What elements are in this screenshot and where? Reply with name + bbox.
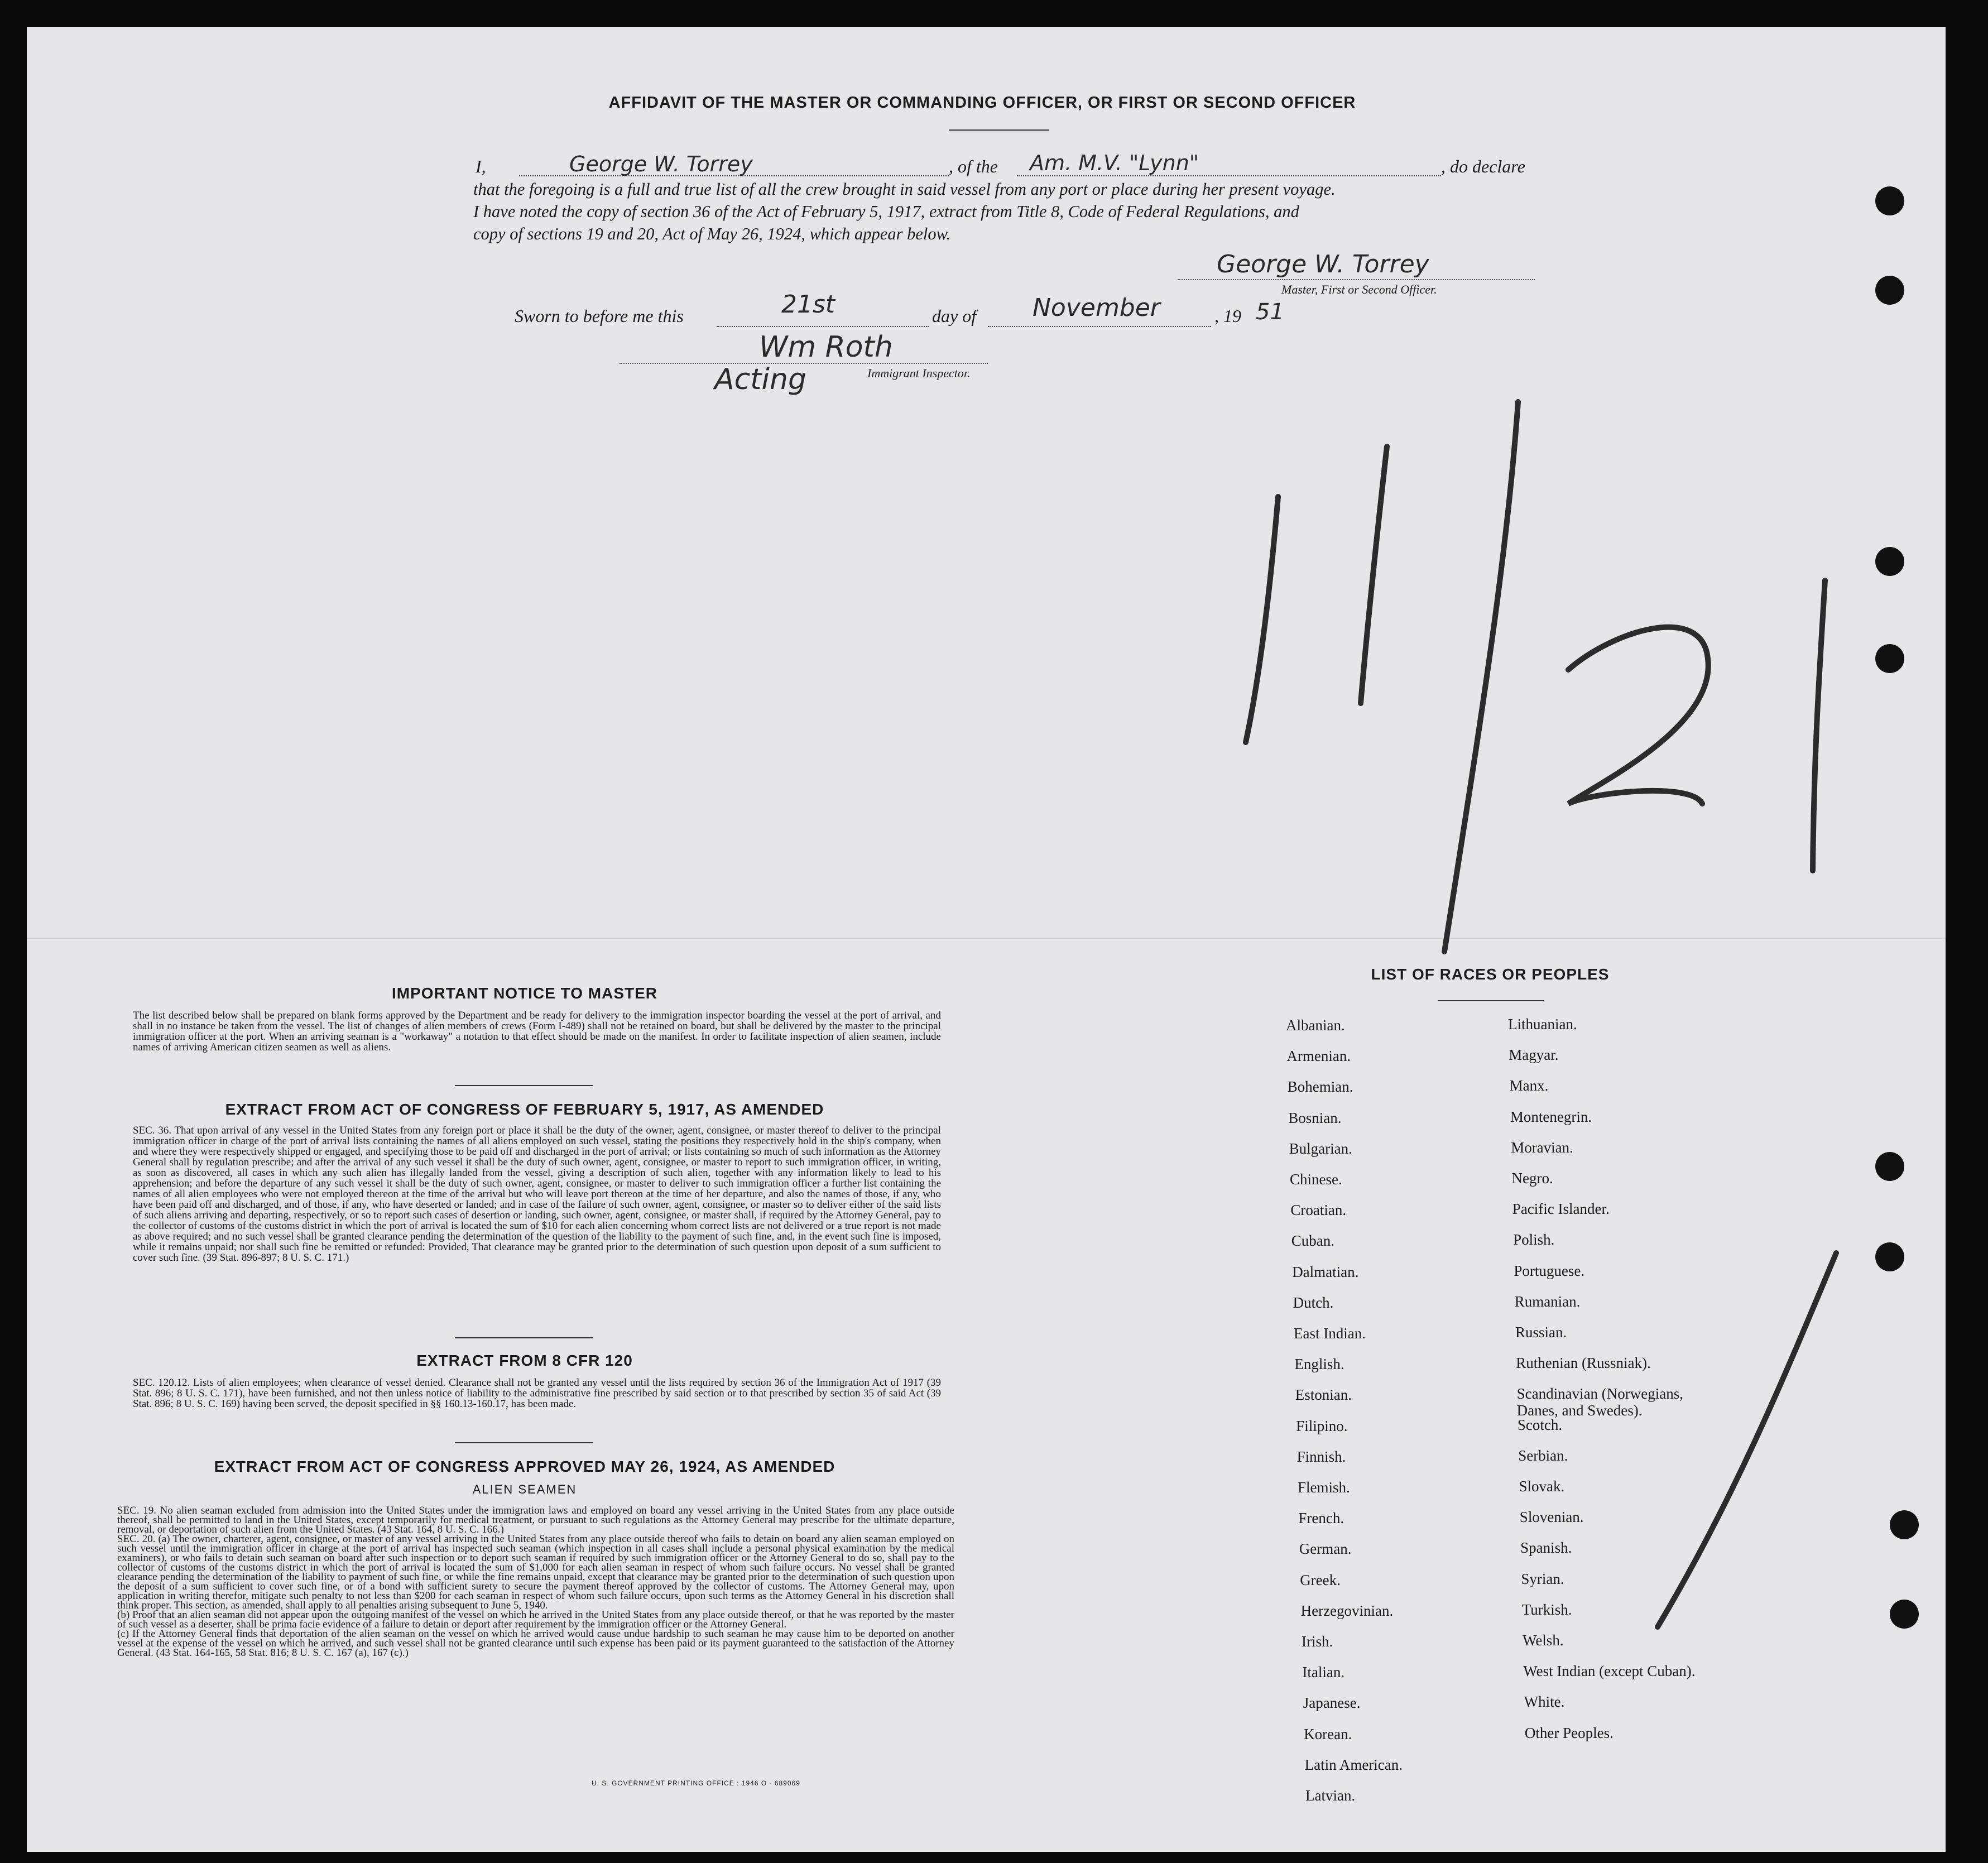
race-item: French.: [1298, 1510, 1344, 1527]
date-slash-stroke: [1444, 402, 1518, 952]
digit-one-stroke: [1813, 580, 1825, 871]
vessel-name-handwritten: Am. M.V. "Lynn": [1030, 151, 1199, 175]
master-signature: George W. Torrey: [1217, 250, 1429, 279]
printer-imprint: U. S. GOVERNMENT PRINTING OFFICE : 1946 O - 689069: [592, 1779, 800, 1787]
race-item: Rumanian.: [1514, 1293, 1581, 1310]
race-item: Herzegovinian.: [1300, 1602, 1394, 1619]
race-item: German.: [1299, 1540, 1352, 1558]
races-title: LIST OF RACES OR PEOPLES: [1371, 966, 1610, 983]
race-item: Japanese.: [1303, 1694, 1361, 1712]
race-item: White.: [1524, 1693, 1565, 1711]
race-item: Flemish.: [1298, 1479, 1350, 1496]
race-item: Slovenian.: [1519, 1509, 1584, 1526]
punch-hole: [1875, 276, 1904, 305]
race-item: Ruthenian (Russniak).: [1516, 1355, 1651, 1372]
affidavit-title: AFFIDAVIT OF THE MASTER OR COMMANDING OFFICER, OR FIRST OR SECOND OFFICER: [608, 94, 1356, 112]
inspector-caption: Immigrant Inspector.: [867, 366, 971, 380]
race-item: East Indian.: [1294, 1325, 1366, 1342]
digit-two-stroke: [1568, 627, 1708, 804]
digit-one-stroke: [1361, 446, 1387, 703]
race-item: Greek.: [1300, 1571, 1341, 1588]
race-item: Chinese.: [1290, 1171, 1342, 1188]
month-blank: [988, 326, 1211, 327]
affidavit-line3: I have noted the copy of section 36 of the Act of February 5, 1917, extract from Title 8, Code of Federal Regulations, and: [473, 202, 1299, 221]
extract-1917-title: EXTRACT FROM ACT OF CONGRESS OF FEBRUARY 5, 1917, AS AMENDED: [225, 1101, 824, 1118]
affidavit-do-declare: , do declare: [1441, 156, 1525, 176]
master-name-handwritten: George W. Torrey: [569, 152, 753, 176]
race-item: Dalmatian.: [1292, 1263, 1359, 1280]
extract-1924-title: EXTRACT FROM ACT OF CONGRESS APPROVED MAY 26, 1924, AS AMENDED: [214, 1458, 835, 1475]
notice-title: IMPORTANT NOTICE TO MASTER: [391, 985, 658, 1002]
race-item: Lithuanian.: [1508, 1016, 1577, 1033]
notice-body: The list described below shall be prepared on blank forms approved by the Department and be ready for delivery to the immigration inspector boarding the vessel at the port of arrival, and shall in no instance be taken from the vessel. The list of changes of alien members of crews (Form I-489) shall not be retained on board, but shall be delivered by the master to the principal immigration officer at the port. When an arriving seaman is a "workaway" a notation to that effect should be made on the manifest. In order to facilitate inspection of alien seamen, include names of arriving American citizen seamen as well as aliens.: [133, 1010, 941, 1053]
race-item: Polish.: [1513, 1231, 1555, 1249]
race-item: Negro.: [1511, 1170, 1553, 1187]
race-item: Bulgarian.: [1289, 1140, 1352, 1157]
race-item: Scandinavian (Norwegians, Danes, and Swedes).: [1516, 1385, 1684, 1419]
extract-1917-body: SEC. 36. That upon arrival of any vessel in the United States from any foreign port or place it shall be the duty of the owner, agent, consignee, or master thereof to deliver to the principal immigration officer in charge of the port of arrival lists containing the names of all aliens employed on such vessel, stating the positions they respectively hold in the ship's company, when and where they were respectively shipped or engaged, and specifying those to be paid off and discharged in the port of arrival; or lists containing so much of such information as the Attorney General shall by regulation prescribe; and after the arrival of any such vessel it shall be the duty of such owner, agent, consignee, or master to report to such immigration officer, in writing, as soon as discovered, all cases in which any such alien has illegally landed from the vessel, giving a description of such alien, together with any information likely to lead to his apprehension; and before the departure of any such vessel it shall be the duty of such owner, agent, consignee, or master to deliver to such immigration officer a further list containing the names of all alien employees who were not employed thereon at the time of the arrival but who will leave port thereon at the time of her departure, and also the names of those, if any, who have been paid off and discharged, and of those, if any, who have deserted or landed; and in case of the failure of such owner, agent, consignee, or master so to deliver either of the said lists of such aliens arriving and departing, respectively, or so to report such cases of desertion or landing, such owner, agent, consignee, or master shall, if required by the Attorney General, pay to the collector of customs of the customs district in which the port of arrival is located the sum of $10 for each alien concerning whom correct lists are not delivered or a true report is not made as above required; and no such vessel shall be granted clearance pending the determination of the question of the liability to the payment of such fine, and, in the event such fine is imposed, while it remains unpaid; nor shall such fine be remitted or refunded: Provided, That clearance may be granted prior to the determination of such question upon deposit of a sum sufficient to cover such fine. (39 Stat. 896-897; 8 U. S. C. 171.): [133, 1125, 941, 1264]
day-blank: [717, 326, 929, 327]
year-prefix: , 19: [1214, 306, 1241, 326]
race-item: Filipino.: [1296, 1417, 1348, 1434]
divider: [455, 1337, 593, 1338]
punch-hole: [1890, 1600, 1919, 1629]
day-of-label: day of: [932, 306, 977, 326]
extract-cfr-body: SEC. 120.12. Lists of alien employees; when clearance of vessel denied. Clearance shall not be granted any vessel until the lists required by section 36 of the Immigration Act of 1917 (39 Stat. 896; 8 U. S. C. 171), have been furnished, and not then unless notice of liability to the administrative fine prescribed by said section or to that prescribed by section 35 of said Act (39 Stat. 896; 8 U. S. C. 169) having been served, the deposit specified in §§ 160.13-160.17, has been made.: [133, 1377, 941, 1410]
divider: [455, 1085, 593, 1086]
affidavit-line2: that the foregoing is a full and true list of all the crew brought in said vessel from any port or place during her present voyage.: [473, 180, 1336, 199]
month-handwritten: November: [1033, 294, 1160, 322]
race-item: Armenian.: [1286, 1048, 1351, 1065]
master-caption: Master, First or Second Officer.: [1281, 282, 1437, 296]
race-item: Korean.: [1304, 1725, 1352, 1742]
extract-1924-subtitle: ALIEN SEAMEN: [472, 1482, 577, 1496]
race-item: Turkish.: [1521, 1601, 1572, 1618]
year-handwritten: 51: [1256, 299, 1284, 325]
race-item: Albanian.: [1286, 1017, 1345, 1034]
vessel-blank: [1017, 175, 1441, 176]
inspector-acting: Acting: [714, 363, 806, 396]
race-item: Montenegrin.: [1510, 1108, 1592, 1125]
race-item: Scotch.: [1517, 1416, 1563, 1433]
race-item: Other Peoples.: [1524, 1724, 1614, 1741]
inspector-signature: Wm Roth: [759, 330, 893, 364]
race-item: Spanish.: [1520, 1539, 1572, 1557]
check-slash-stroke: [1658, 1253, 1836, 1627]
race-item: Welsh.: [1523, 1632, 1564, 1649]
race-item: Cuban.: [1291, 1232, 1335, 1250]
race-item: Bosnian.: [1288, 1109, 1342, 1126]
race-item: Latvian.: [1305, 1787, 1356, 1804]
race-item: Pacific Islander.: [1512, 1201, 1610, 1218]
master-signature-line: [1178, 279, 1535, 280]
divider: [1438, 1000, 1544, 1001]
race-item: Serbian.: [1518, 1447, 1568, 1464]
extract-1924-body: SEC. 19. No alien seaman excluded from admission into the United States under the immigration laws and employed on board any vessel arriving in the United States from any place outside thereof, shall be permitted to land in the United States, except temporarily for medical treatment, or pursuant to such regulations as the Attorney General may prescribe for the ultimate departure, removal, or deportation of such alien from the United States. (43 Stat. 164, 8 U. S. C. 166.) SEC. 20. (a) The owner, charterer, agent, consignee, or master of any vessel arriving in the United States from any place outside thereof who fails to detain on board any alien seaman employed on such vessel until the immigration officer in charge at the port of arrival has inspected such seaman (which inspection in all cases shall include a personal physical examination by the medical examiners), or who fails to detain such seaman on board after such inspection or to deport such seaman if required by such immigration officer or the Attorney General to do so, shall pay to the collector of customs of the customs district in which the port of arrival is located the sum of $1,000 for each alien seaman in respect of whom such failure occurs. No vessel shall be granted clearance pending the determination of the liability to payment of such fine, or while the fine remains unpaid, except that clearance may be granted prior to the determination of such question upon the deposit of a sum sufficient to cover such fine, or of a bond with sufficient surety to secure the payment thereof approved by the collector of customs. The Attorney General may, upon application in writing therefor, mitigate such penalty to not less than $200 for each seaman in respect of whom such failure occurs, upon such terms as the Attorney General in his discretion shall think proper. This section, as amended, shall apply to all penalties arising subsequent to June 5, 1940. (b) Proof that an alien seaman did not appear upon the outgoing manifest of the vessel on which he arrived in the United States from any place outside thereof, or that he was reported by the master of such vessel as a deserter, shall be prima facie evidence of a failure to detain or deport after requirement by the immigration officer or the Attorney General. (c) If the Attorney General finds that deportation of the alien seaman on the vessel on which he arrived would cause undue hardship to such seaman he may cause him to be deported on another vessel at the expense of the vessel on which he arrived, and such vessel shall not be granted clearance until such expense has been paid or its payment guaranteed to the satisfaction of the Attorney General. (43 Stat. 164-165, 58 Stat. 816; 8 U. S. C. 167 (a), 167 (c).): [117, 1505, 954, 1659]
race-item: Estonian.: [1295, 1386, 1352, 1404]
race-item: Dutch.: [1293, 1294, 1334, 1311]
race-item: Syrian.: [1521, 1570, 1564, 1587]
race-item: Manx.: [1509, 1077, 1549, 1094]
extract-cfr-title: EXTRACT FROM 8 CFR 120: [416, 1352, 633, 1369]
race-item: Portuguese.: [1514, 1262, 1585, 1279]
race-item: Croatian.: [1290, 1202, 1347, 1219]
race-item: Russian.: [1515, 1324, 1567, 1341]
affidavit-line1-i: I,: [476, 156, 486, 176]
race-item: Moravian.: [1511, 1139, 1573, 1156]
digit-one-stroke: [1246, 497, 1278, 742]
race-item: Magyar.: [1509, 1046, 1559, 1064]
divider: [455, 1442, 593, 1443]
race-item: Bohemian.: [1287, 1078, 1353, 1096]
race-item: Latin American.: [1304, 1756, 1403, 1773]
day-handwritten: 21st: [781, 290, 835, 319]
divider: [949, 129, 1049, 131]
punch-hole: [1875, 186, 1904, 215]
race-item: English.: [1294, 1356, 1344, 1373]
punch-hole: [1890, 1510, 1919, 1539]
race-item: Italian.: [1302, 1664, 1345, 1681]
race-item: West Indian (except Cuban).: [1523, 1663, 1696, 1680]
affidavit-of-the: , of the: [949, 156, 998, 176]
race-item: Slovak.: [1519, 1478, 1565, 1495]
sworn-label: Sworn to before me this: [515, 306, 684, 326]
affidavit-line4: copy of sections 19 and 20, Act of May 26, 1924, which appear below.: [473, 224, 951, 243]
race-item: Finnish.: [1296, 1448, 1346, 1465]
race-item: Irish.: [1302, 1633, 1333, 1650]
